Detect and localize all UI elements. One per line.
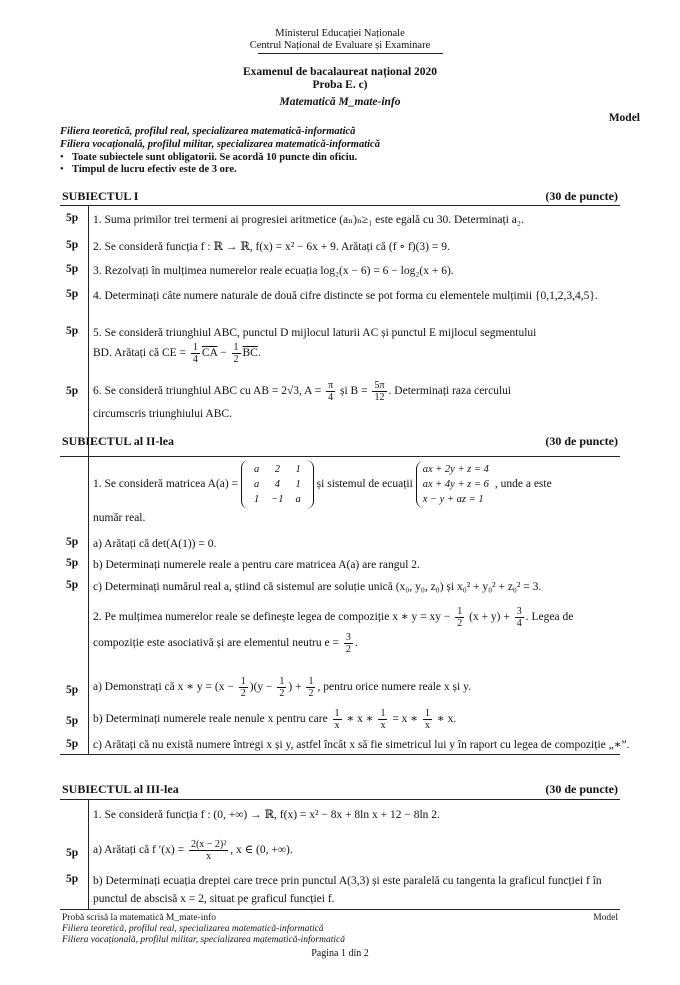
question-1-2: 2. Se consideră funcția f : ℝ → ℝ, f(x) = x² − 6x + 9. Arătați că (f ∘ f)(3) = 9.	[93, 241, 450, 253]
subiect-1-title: SUBIECTUL I	[62, 189, 139, 203]
equation: ax + 4y + z = 6	[422, 479, 489, 490]
text-c: = x ∗	[392, 713, 419, 726]
subiect-2-title: SUBIECTUL al II-lea	[62, 434, 175, 448]
divider	[60, 909, 620, 910]
points-label: 5p	[66, 325, 79, 337]
question-2-1-intro	[93, 460, 638, 527]
fraction-one-half: $\frac{1}{2}$	[308, 676, 314, 699]
instruction-item: • Toate subiectele sunt obligatorii. Se acordă 10 puncte din oficiu.	[60, 152, 357, 164]
question-2-1-text-c: , unde a este	[494, 478, 552, 491]
text-d: , pentru orice numere reale x și y.	[317, 681, 471, 694]
equation: ax + 2y + z = 4	[422, 464, 489, 475]
proba-label: Proba E. c)	[312, 79, 368, 91]
question-2-1a: a) Arătați că det(A(1)) = 0.	[93, 538, 217, 550]
question-2-2-text-b: (x + y) +	[469, 611, 510, 623]
question-1-6	[93, 380, 638, 425]
page-number: Pagina 1 din 2	[311, 948, 369, 959]
question-2-2-intro: 2. Pe mulțimea numerelor reale se definește legea de compoziție x ∗ y = xy − $\frac{1}{2}$ (x + y) + $\frac{3}{4}$ . Legea de compoziție este asociativă și are elementul neutru e = $\frac{3}{2}$ .	[93, 605, 574, 655]
vector-BC: $\overline{BC}$	[242, 347, 258, 360]
question-3-1-intro: 1. Se consideră funcția f : (0, +∞) → ℝ, f(x) = x² − 8x + 8ln x + 12 − 8ln 2.	[93, 809, 440, 821]
points-label: 5p	[66, 684, 79, 696]
divider	[60, 205, 620, 206]
points-column-line	[88, 456, 89, 754]
points-label: 5p	[66, 738, 79, 750]
points-label: 5p	[66, 288, 79, 300]
subiect-3-title: SUBIECTUL al III-lea	[62, 782, 179, 796]
points-label: 5p	[66, 579, 79, 591]
question-2-2-text-d: compoziție este asociativă și are elementul neutru e =	[93, 637, 339, 649]
question-1-3: 3. Rezolvați în mulțimea numerelor reale ecuația log₂(x − 6) = 6 − log₂(x + 6).	[93, 265, 454, 277]
question-2-2-text-a: 2. Pe mulțimea numerelor reale se definește legea de compoziție x ∗ y = xy −	[93, 611, 451, 623]
minus-sign: −	[220, 347, 227, 360]
question-2-2-text-c: . Legea de	[525, 611, 574, 623]
question-2-2a	[93, 676, 638, 699]
points-column-line	[88, 799, 89, 909]
fraction-three-quarters: $\frac{3}{4}$	[516, 605, 522, 629]
fraction-one-half: $\frac{1}{2}$	[240, 676, 246, 699]
text-b: ∗ x ∗	[346, 713, 374, 726]
question-2-1-text-b: și sistemul de ecuații	[316, 478, 413, 491]
subiect-1-points: (30 de puncte)	[545, 189, 618, 203]
question-1-5: 5. Se consideră triunghiul ABC, punctul D mijlocul laturii AC și punctul E mijlocul segmentului BD. Arătați că CE = $\frac{1}{4}$ $\overline{CA}$ − $\frac{1}{2}$ $\overline{BC}$.	[93, 327, 537, 365]
subiect-3-points: (30 de puncte)	[545, 782, 618, 796]
question-1-6-text-d: circumscris triunghiului ABC.	[93, 408, 232, 420]
subiect-2-points: (30 de puncte)	[545, 434, 618, 448]
points-label: 5p	[66, 212, 79, 224]
points-label: 5p	[66, 715, 79, 727]
subject-name: Matematică M_mate-info	[279, 96, 401, 108]
question-1-6-text-b: și B =	[340, 385, 368, 398]
fraction-one-half: $\frac{1}{2}$	[457, 605, 463, 629]
model-label: Model	[608, 112, 640, 124]
points-label: 5p	[66, 263, 79, 275]
question-2-1-text: 1. Se consideră matricea A(a) =	[93, 478, 239, 491]
vector-CA: $\overline{CA}$	[201, 347, 218, 360]
center-name: Centrul Național de Evaluare și Examinare	[249, 40, 431, 51]
question-2-1-text-d: număr real.	[93, 512, 146, 524]
text-b: )(y −	[249, 681, 273, 694]
question-1-4: 4. Determinați câte numere naturale de două cifre distincte se pot forma cu elementele mulțimii {0,1,2,3,4,5}.	[93, 290, 598, 302]
fraction-one-half: $\frac{1}{2}$	[233, 342, 239, 365]
fraction-one-over-x: $\frac{1}{x}$	[334, 708, 340, 731]
text-d: ∗ x.	[436, 713, 457, 726]
points-label: 5p	[66, 536, 79, 548]
divider	[60, 456, 620, 457]
question-2-1c: c) Determinați numărul real a, știind că sistemul are soluție unică (x₀, y₀, z₀) și x₀² + y₀² + z₀² = 3.	[93, 581, 542, 593]
equation-system	[416, 461, 495, 508]
divider	[60, 754, 620, 755]
divider	[60, 799, 620, 800]
fraction-5pi-over-12: $\frac{5\pi}{12}$	[374, 380, 385, 403]
text-a: b) Determinați numerele reale nenule x pentru care	[93, 713, 328, 726]
points-label: 5p	[66, 239, 79, 251]
points-label: 5p	[66, 385, 79, 397]
filiera-vocationala: Filiera vocațională, profilul militar, specializarea matematică-informatică	[60, 139, 380, 150]
footer-line-3: Filiera vocațională, profilul militar, specializarea matematică-informatică	[62, 935, 345, 945]
fraction-pi-over-4: $\frac{\pi}{4}$	[328, 380, 334, 403]
question-1-1: 1. Suma primilor trei termeni ai progresiei aritmetice (aₙ)ₙ≥₁ este egală cu 30. Determinați a₂.	[93, 214, 524, 226]
text-a: a) Demonstrați că x ∗ y = (x −	[93, 681, 234, 694]
instructions-list	[60, 152, 357, 176]
question-1-6-text-c: . Determinați raza cercului	[388, 385, 512, 398]
footer-line-2: Filiera teoretică, profilul real, specializarea matematică-informatică	[62, 924, 324, 934]
points-label: 5p	[66, 847, 79, 859]
text-c: ) +	[288, 681, 302, 694]
points-label: 5p	[66, 557, 79, 569]
question-2-1b: b) Determinați numerele reale a pentru care matricea A(a) are rangul 2.	[93, 559, 420, 571]
text-b: , x ∈ (0, +∞).	[230, 844, 293, 856]
fraction-one-over-x: $\frac{1}{x}$	[380, 708, 386, 731]
instruction-item: • Timpul de lucru efectiv este de 3 ore.	[60, 164, 357, 176]
fraction-one-over-x: $\frac{1}{x}$	[425, 708, 430, 731]
points-label: 5p	[66, 873, 79, 885]
ministry-name: Ministerul Educației Naționale	[275, 28, 405, 39]
question-2-2c: c) Arătați că nu există numere întregi x și y, astfel încât x să fie simetricul lui y în raport cu legea de compoziție „∗”.	[93, 739, 630, 751]
exam-title: Examenul de bacalaureat național 2020	[242, 66, 438, 78]
fraction-one-quarter: $\frac{1}{4}$	[192, 342, 198, 365]
footer-line-1: Probă scrisă la matematică M_mate-info	[62, 913, 217, 923]
question-3-1a	[93, 838, 638, 862]
filiera-teoretica: Filiera teoretică, profilul real, specializarea matematică-informatică	[60, 126, 356, 137]
footer-model: Model	[593, 913, 618, 923]
question-1-5-text-b: BD. Arătați că CE =	[93, 347, 187, 360]
matrix-A: a 2 1 a 4 1 1 −1 a	[241, 460, 314, 509]
equation: x − y + az = 1	[422, 494, 484, 505]
question-2-2b	[93, 708, 638, 731]
fraction-derivative: $\frac{\text{2(x − 2)²}}{x}$	[190, 838, 227, 862]
points-column-line	[88, 205, 89, 456]
fraction-one-half: $\frac{1}{2}$	[279, 676, 285, 699]
text-a: a) Arătați că f ′(x) =	[93, 844, 185, 856]
question-1-6-text-a: 6. Se consideră triunghiul ABC cu AB = 2√3, A =	[93, 385, 322, 398]
question-1-5-text-a: 5. Se consideră triunghiul ABC, punctul D mijlocul laturii AC și punctul E mijlocul segmentului	[93, 327, 537, 339]
fraction-three-halves: $\frac{3}{2}$	[345, 631, 351, 655]
question-3-1b: b) Determinați ecuația dreptei care trece prin punctul A(3,3) și este paralelă cu tangenta la graficul funcției f în punctul de abscisă x = 2, situat pe graficul funcției f.	[93, 875, 602, 905]
header-underline	[258, 53, 443, 54]
